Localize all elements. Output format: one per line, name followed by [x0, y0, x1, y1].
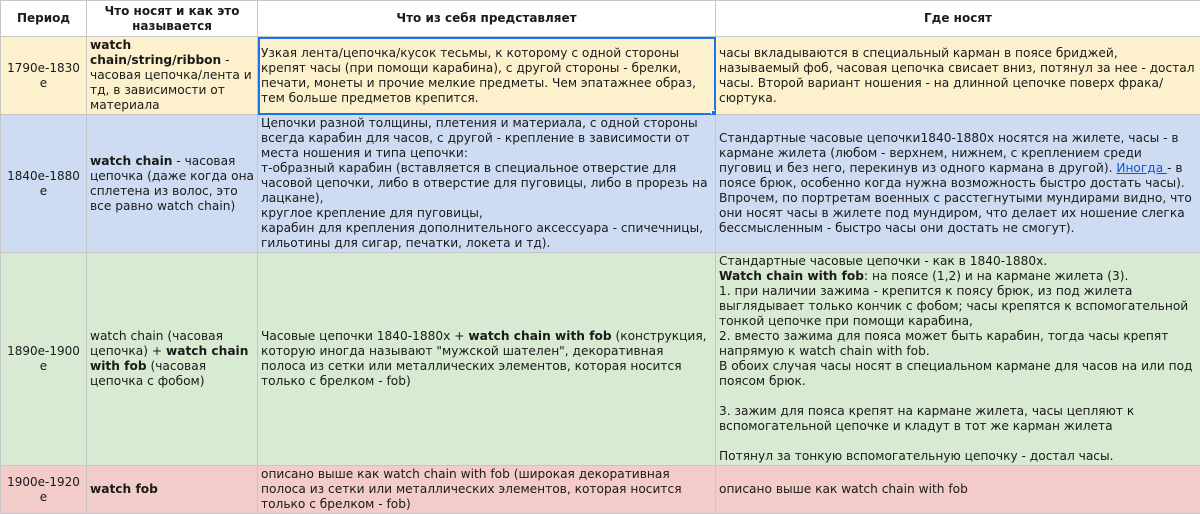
name-bold: watch fob: [90, 482, 158, 496]
cell-where[interactable]: [716, 115, 1200, 253]
where-link[interactable]: Иногда: [1116, 161, 1167, 175]
name-rest: - часовая цепочка/лента и тд, в зависимости от материала: [90, 53, 252, 112]
header-period[interactable]: Период: [1, 1, 87, 37]
what-post: (конструкция, которую иногда называют "мужской шателен", декоративная полоса из сетки или металлических элементов, которая носится только с брелком - fob): [261, 329, 707, 388]
where-line: 3. зажим для пояса крепят на кармане жилета, часы цепляют к вспомогательной цепочке и кладут в тот же карман жилета: [719, 404, 1197, 434]
cell-period[interactable]: 1790е-1830е: [1, 37, 87, 115]
where-text: - в поясе брюк, особенно когда нужна возможность быстро достать часы). Впрочем, по портретам военных с расстегнутыми мундирами видно, что они носят часы в жилете под мундиром, что делает их ношение слегка бессмысленным - быстро часы они достать не смогут).: [719, 161, 1192, 235]
table-row: [1, 37, 1200, 115]
cell-what-selected[interactable]: [258, 37, 716, 115]
cell-where[interactable]: часы вкладываются в специальный карман в поясе бриджей, называемый фоб, часовая цепочка свисает вниз, потянул за нее - достал часы. Второй вариант ношения - на длинной цепочке поверх фрака/сюртука.: [716, 37, 1200, 115]
what-line: круглое крепление для пуговицы,: [261, 206, 712, 221]
cell-name[interactable]: [87, 115, 258, 253]
header-row: [1, 1, 1200, 37]
what-text: Узкая лента/цепочка/кусок тесьмы, к которому с одной стороны крепят часы (при помощи карабина), с другой стороны - брелки, печати, монеты и прочие мелкие предметы. Чем эпатажнее образ, тем больше предметов крепится.: [261, 46, 696, 105]
name-bold: watch chain/string/ribbon: [90, 38, 221, 67]
name-rest: - часовая цепочка (даже когда она сплетена из волос, это все равно watch chain): [90, 154, 254, 213]
cell-name[interactable]: [87, 37, 258, 115]
cell-where[interactable]: [716, 253, 1200, 466]
table-row: [1, 466, 1200, 514]
what-line: т-образный карабин (вставляется в специальное отверстие для часовой цепочки, либо в отверстие для пуговицы, либо в прорезь на лацкане),: [261, 161, 712, 206]
blank-line: [719, 389, 1197, 404]
where-text: Стандартные часовые цепочки1840-1880х носятся на жилете, часы - в кармане жилета (любом - верхнем, нижнем, с креплением среди пуговиц и без него, перекинув из одного кармана в другой).: [719, 131, 1179, 175]
where-bold: Watch chain with fob: [719, 269, 864, 283]
name-pre: watch chain (часовая цепочка) +: [90, 329, 223, 358]
what-bold: watch chain with fob: [468, 329, 611, 343]
where-line: 2. вместо зажима для пояса может быть карабин, тогда часы крепят напрямую к watch chain with fob.: [719, 329, 1197, 359]
cell-period[interactable]: 1900е-1920е: [1, 466, 87, 514]
cell-period[interactable]: 1890е-1900е: [1, 253, 87, 466]
header-name[interactable]: Что носят и как это называется: [87, 1, 258, 37]
table-row: [1, 253, 1200, 466]
where-line: [719, 269, 1197, 284]
what-line: карабин для крепления дополнительного аксессуара - спичечницы, гильотины для сигар, печатки, локета и тд).: [261, 221, 712, 251]
cell-what[interactable]: описано выше как watch chain with fob (широкая декоративная полоса из сетки или металлических элементов, которая носится только с брелком - fob): [258, 466, 716, 514]
where-line: 1. при наличии зажима - крепится к поясу брюк, из под жилета выглядывает только кончик с фобом; часы крепятся к вспомогательной тонкой цепочке при помощи карабина,: [719, 284, 1197, 329]
table-row: [1, 115, 1200, 253]
blank-line: [719, 434, 1197, 449]
name-bold: watch chain: [90, 154, 172, 168]
where-bold-rest: : на поясе (1,2) и на кармане жилета (3).: [864, 269, 1128, 283]
where-line: Потянул за тонкую вспомогательную цепочку - достал часы.: [719, 449, 1197, 464]
fill-handle[interactable]: [711, 110, 716, 115]
cell-what[interactable]: [258, 253, 716, 466]
name-post: (часовая цепочка с фобом): [90, 359, 206, 388]
cell-what[interactable]: [258, 115, 716, 253]
cell-period[interactable]: 1840е-1880е: [1, 115, 87, 253]
cell-name[interactable]: [87, 466, 258, 514]
name-bold: watch chain with fob: [90, 344, 248, 373]
cell-where[interactable]: описано выше как watch chain with fob: [716, 466, 1200, 514]
where-line: В обоих случая часы носят в специальном кармане для часов на или под поясом брюк.: [719, 359, 1197, 389]
header-what[interactable]: Что из себя представляет: [258, 1, 716, 37]
what-pre: Часовые цепочки 1840-1880х +: [261, 329, 468, 343]
what-line: Цепочки разной толщины, плетения и материала, с одной стороны всегда карабин для часов, с другой - крепление в зависимости от места ношения и типа цепочки:: [261, 116, 712, 161]
header-where[interactable]: Где носят: [716, 1, 1200, 37]
cell-name[interactable]: [87, 253, 258, 466]
where-line: Стандартные часовые цепочки - как в 1840-1880х.: [719, 254, 1197, 269]
